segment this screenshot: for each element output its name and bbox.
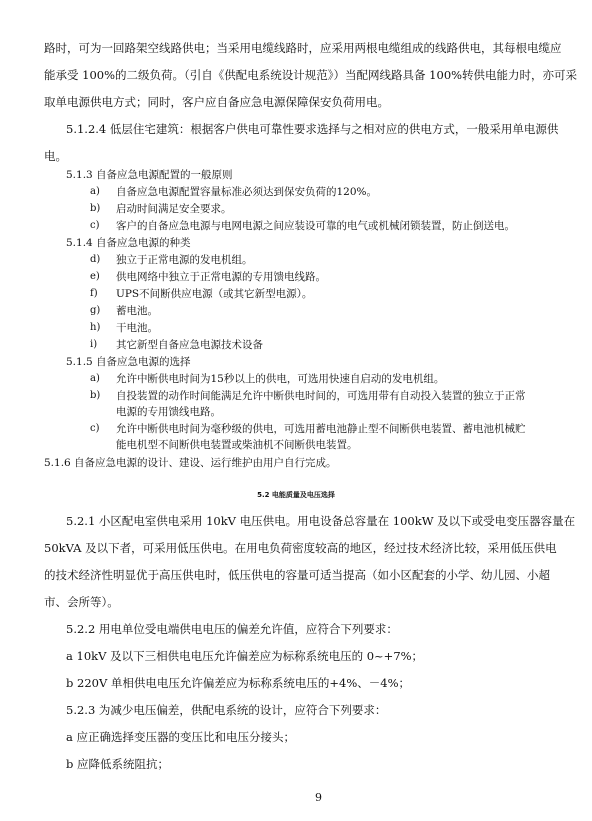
section-heading: 5.1.6 自备应急电源的设计、建设、运行维护由用户自行完成。 (44, 457, 337, 469)
list-item: 干电池。 (116, 322, 158, 334)
paragraph-line: 电。 (44, 149, 67, 163)
list-item: 允许中断供电时间为15秒以上的供电，可选用快速自启动的发电机组。 (116, 373, 445, 385)
list-marker: a) (90, 186, 100, 197)
paragraph-line: a 10kV 及以下三相供电电压允许偏差应为标称系统电压的 0~+7%； (66, 649, 424, 663)
list-marker: i) (90, 339, 98, 350)
section-heading: 5.1.5 自备应急电源的选择 (66, 356, 191, 368)
paragraph-line: b 220V 单相供电电压允许偏差应为标称系统电压的+4%、－4%； (66, 676, 411, 690)
list-item: 客户的自备应急电源与电网电源之间应装设可靠的电气或机械闭锁装置，防止倒送电。 (116, 220, 515, 232)
section-title: 5.2 电能质量及电压选择 (257, 491, 335, 499)
list-item: 独立于正常电源的发电机组。 (116, 254, 253, 266)
list-item: 供电网络中独立于正常电源的专用馈电线路。 (116, 271, 326, 283)
paragraph-line: 50kVA 及以下者，可采用低压供电。在用电负荷密度较高的地区，经过技术经济比较，采用低压供电 (44, 541, 557, 555)
paragraph-line: 5.2.1 小区配电室供电采用 10kV 电压供电。用电设备总容量在 100kW 及以下或受电变压器容量在 (66, 514, 576, 528)
list-marker: c) (90, 220, 100, 231)
paragraph-line: 5.1.2.4 低层住宅建筑：根据客户供电可靠性要求选择与之相对应的供电方式，一般采用单电源供 (66, 122, 559, 136)
list-item: 自备应急电源配置容量标准必须达到保安负荷的120%。 (116, 186, 378, 198)
list-item: 自投装置的动作时间能满足允许中断供电时间的，可选用带有自动投入装置的独立于正常 (116, 390, 526, 402)
paragraph-line: 5.2.3 为减少电压偏差，供配电系统的设计，应符合下列要求： (66, 703, 387, 717)
list-marker: b) (90, 203, 101, 214)
paragraph-line: 市、会所等）。 (44, 595, 119, 609)
list-marker: e) (90, 271, 100, 282)
list-item: 其它新型自备应急电源技术设备 (116, 339, 263, 351)
paragraph-line: a 应正确选择变压器的变压比和电压分接头； (66, 730, 296, 744)
paragraph-line: 路时，可为一回路架空线路供电；当采用电缆线路时，应采用两根电缆组成的线路供电，其每根电缆应 (44, 41, 562, 55)
list-item: 允许中断供电时间为毫秒级的供电，可选用蓄电池静止型不间断供电装置、蓄电池机械贮 (116, 423, 526, 435)
paragraph-line: b 应降低系统阻抗； (66, 757, 170, 771)
paragraph-line: 能承受 100%的二级负荷。（引自《供配电系统设计规范》）当配网线路具备 100%转供电能力时，亦可采 (44, 68, 578, 82)
paragraph-line: 5.2.2 用电单位受电端供电电压的偏差允许值，应符合下列要求： (66, 622, 398, 636)
list-marker: c) (90, 423, 100, 434)
page-number: 9 (315, 791, 322, 804)
section-heading: 5.1.3 自备应急电源配置的一般原则 (66, 169, 233, 181)
list-item: 蓄电池。 (116, 305, 158, 317)
list-item: 启动时间满足安全要求。 (116, 203, 232, 215)
paragraph-line: 的技术经济性明显优于高压供电时，低压供电的容量可适当提高（如小区配套的小学、幼儿园、小超 (44, 568, 550, 582)
list-marker: g) (90, 305, 101, 316)
list-marker: h) (90, 322, 101, 333)
paragraph-line: 取单电源供电方式；同时，客户应自备应急电源保障保安负荷用电。 (44, 95, 389, 109)
list-item-continuation: 电源的专用馈线电路。 (116, 406, 221, 418)
list-item: UPS不间断供应电源（或其它新型电源）。 (116, 288, 313, 300)
list-marker: b) (90, 390, 101, 401)
list-item-continuation: 能电机型不间断供电装置或柴油机不间断供电装置。 (116, 439, 358, 451)
list-marker: a) (90, 373, 100, 384)
section-heading: 5.1.4 自备应急电源的种类 (66, 237, 191, 249)
list-marker: f) (90, 288, 98, 299)
list-marker: d) (90, 254, 101, 265)
